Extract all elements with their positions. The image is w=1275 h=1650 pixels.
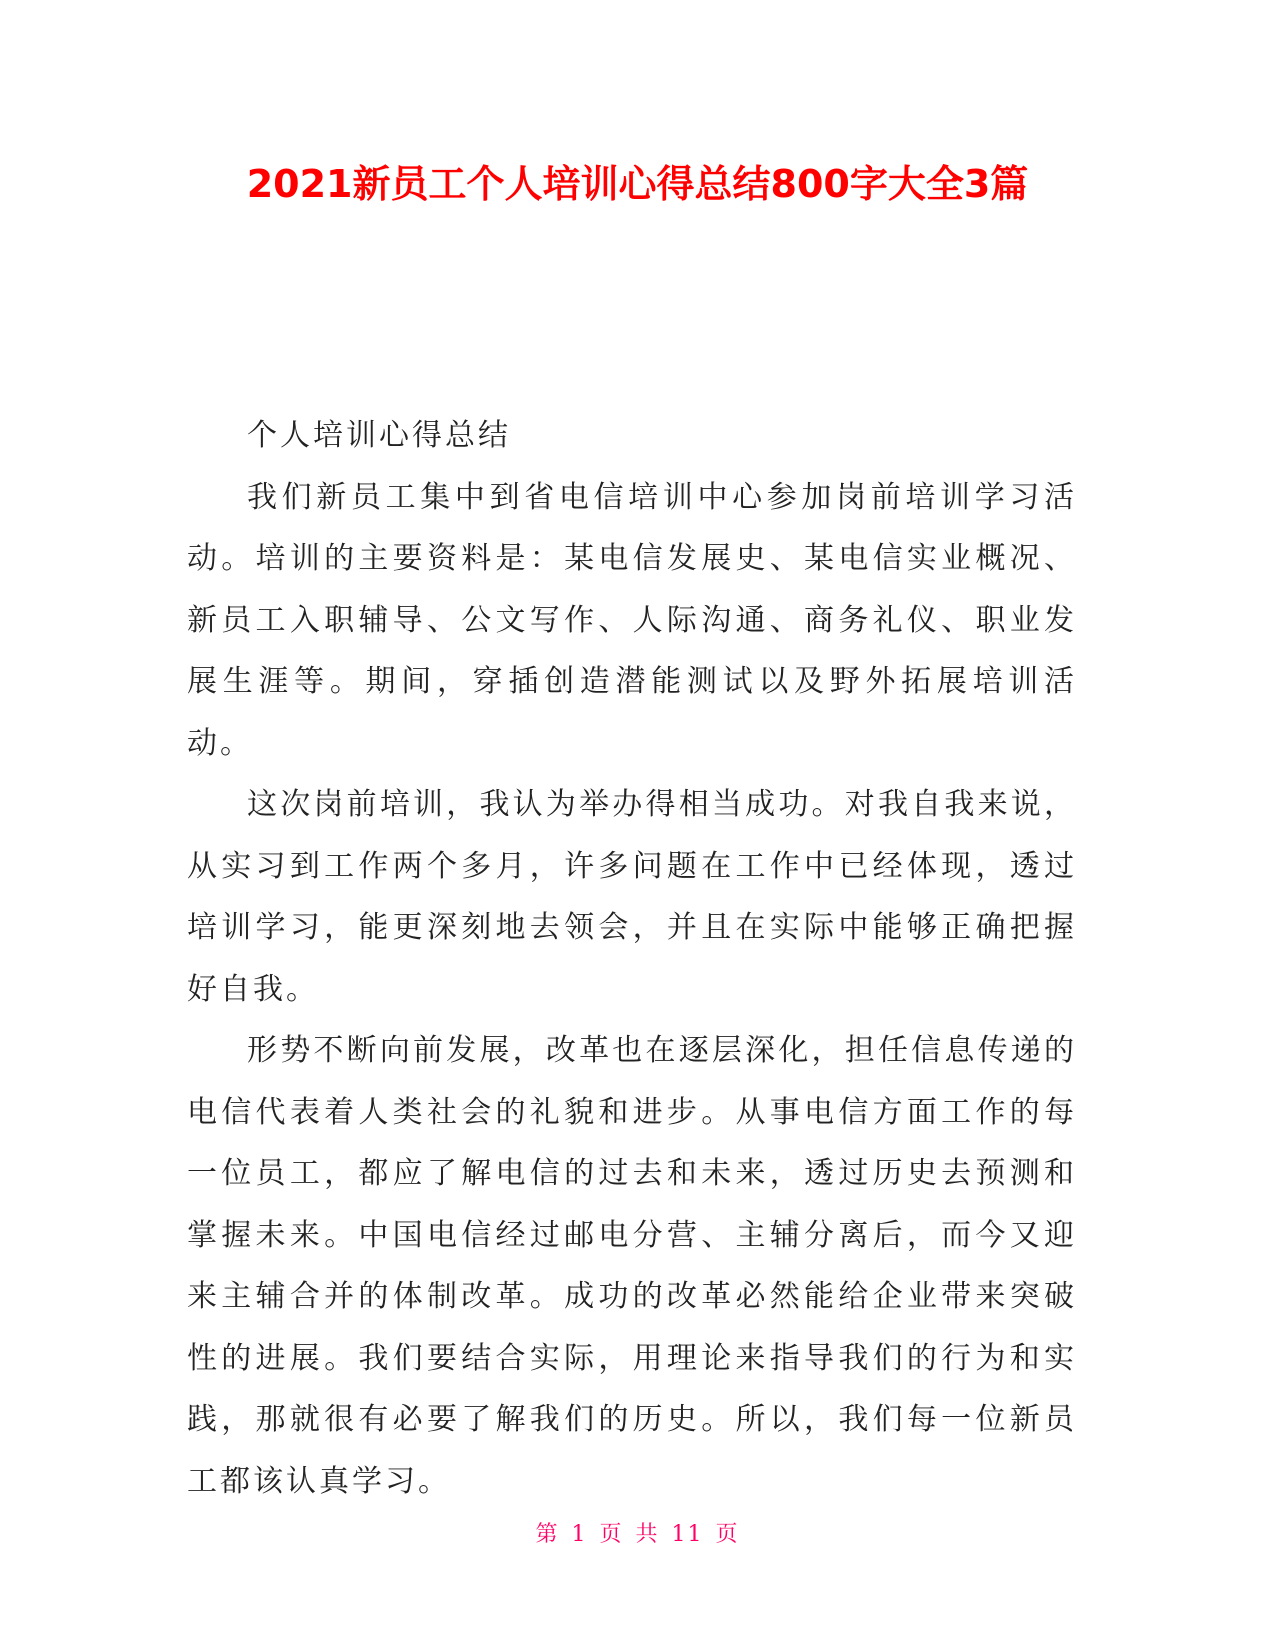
page-footer [0, 1520, 1275, 1550]
total-prefix: 共 [635, 1522, 660, 1547]
current-page-number: 1 [571, 1522, 588, 1547]
paragraph: 形势不断向前发展，改革也在逐层深化，担任信息传递的电信代表着人类社会的礼貌和进步。从事电信方面工作的每一位员工，都应了解电信的过去和未来，透过历史去预测和掌握未来。中国电信经过邮电分营、主辅分离后，而今又迎来主辅合并的体制改革。成功的改革必然能给企业带来突破性的进展。我们要结合实际，用理论来指导我们的行为和实践，那就很有必要了解我们的历史。所以，我们每一位新员工都该认真学习。 [187, 1033, 1077, 1499]
paragraph: 我们新员工集中到省电信培训中心参加岗前培训学习活动。培训的主要资料是：某电信发展史、某电信实业概况、新员工入职辅导、公文写作、人际沟通、商务礼仪、职业发展生涯等。期间，穿插创造潜能测试以及野外拓展培训活动。 [187, 479, 1077, 761]
paragraph: 这次岗前培训，我认为举办得相当成功。对我自我来说，从实习到工作两个多月，许多问题在工作中已经体现，透过培训学习，能更深刻地去领会，并且在实际中能够正确把握好自我。 [187, 787, 1077, 1007]
section-heading: 个人培训心得总结 [247, 418, 511, 453]
total-suffix: 页 [715, 1522, 740, 1547]
document-title: 2021新员工个人培训心得总结800字大全3篇 [246, 162, 1029, 206]
total-pages-number: 11 [671, 1522, 704, 1547]
page-label-prefix: 第 [535, 1522, 560, 1547]
page-label-mid: 页 [599, 1522, 624, 1547]
document-body [187, 405, 1077, 1512]
